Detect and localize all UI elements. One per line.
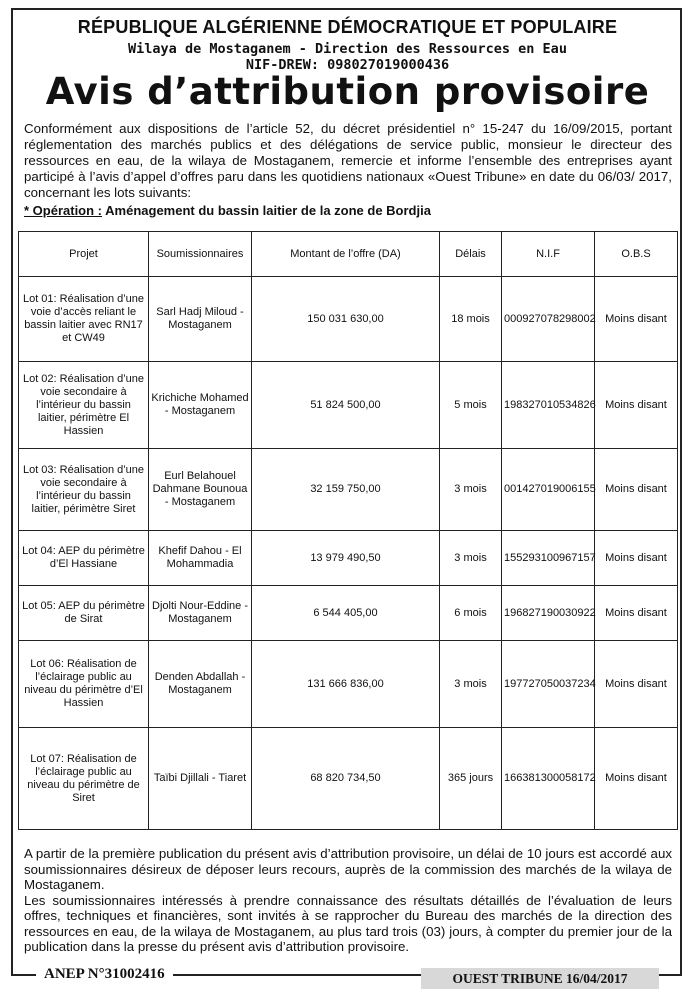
- operation-label: * Opération :: [24, 203, 103, 218]
- table-row: [19, 362, 678, 449]
- lot-amount: 6 544 405,00: [252, 586, 440, 641]
- lot-obs: Moins disant: [595, 728, 678, 830]
- lot-amount: 51 824 500,00: [252, 362, 440, 449]
- lot-bidder: Taïbi Djillali - Tiaret: [149, 728, 252, 830]
- lot-project: Lot 05: AEP du périmètre de Sirat: [19, 586, 149, 641]
- notice-title: Avis d’attribution provisoire: [45, 70, 650, 113]
- lot-project: Lot 03: Réalisation d’une voie secondaire à l’intérieur du bassin laitier, périmètre Siret: [19, 449, 149, 531]
- lot-delay: 18 mois: [440, 277, 502, 362]
- authority-line: Wilaya de Mostaganem - Direction des Ressources en Eau: [128, 41, 567, 57]
- operation-line: [24, 203, 431, 218]
- lot-project: Lot 02: Réalisation d’une voie secondaire à l’intérieur du bassin laitier, périmètre El Hassien: [19, 362, 149, 449]
- publication-stamp: OUEST TRIBUNE 16/04/2017: [421, 968, 659, 989]
- table-row: [19, 641, 678, 728]
- operation-value: Aménagement du bassin laitier de la zone de Bordjia: [105, 203, 431, 218]
- lot-nif: 155293100967157: [502, 531, 595, 586]
- lot-nif: 196827190030922: [502, 586, 595, 641]
- lot-project: Lot 06: Réalisation de l’éclairage public au niveau du périmètre d’El Hassien: [19, 641, 149, 728]
- table-row: [19, 586, 678, 641]
- nif-line: NIF-DREW: 098027019000436: [245, 57, 450, 73]
- lot-delay: 5 mois: [440, 362, 502, 449]
- lot-nif: 000927078298002: [502, 277, 595, 362]
- lot-nif: 001427019006155: [502, 449, 595, 531]
- results-paragraph: Les soumissionnaires intéressés à prendre connaissance des résultats détaillés de l’évaluation de leurs offres, techniques et financières, sont invités à se rapprocher du Bureau des marchés de la direction des ressources en eau, de la wilaya de Mostaganem, au plus tard trois (03) jours, à compter du premier jour de la publication dans la presse du présent avis d’attribution provisoire.: [24, 892, 672, 954]
- header-soumissionnaires: Soumissionnaires: [149, 232, 252, 277]
- header-delais: Délais: [440, 232, 502, 277]
- lot-bidder: Khefif Dahou - El Mohammadia: [149, 531, 252, 586]
- lot-project: Lot 07: Réalisation de l’éclairage public au niveau du périmètre de Siret: [19, 728, 149, 830]
- intro-paragraph: Conformément aux dispositions de l’article 52, du décret présidentiel n° 15-247 du 16/09/2015, portant réglementation des marchés publics et des délégations de service public, monsieur le directeur des ressources en eau, de la wilaya de Mostaganem, remercie et informe l’ensemble des entreprises ayant participé à l’avis d’appel d’offres paru dans les quotidiens nationaux «Ouest Tribune» en date du 06/03/ 2017, concernant les lots suivants:: [24, 121, 672, 200]
- lot-amount: 68 820 734,50: [252, 728, 440, 830]
- lot-amount: 32 159 750,00: [252, 449, 440, 531]
- lot-obs: Moins disant: [595, 362, 678, 449]
- lot-obs: Moins disant: [595, 449, 678, 531]
- country-heading: RÉPUBLIQUE ALGÉRIENNE DÉMOCRATIQUE ET POPULAIRE: [77, 17, 618, 37]
- table-row: [19, 449, 678, 531]
- footer-text: [24, 846, 672, 955]
- lot-nif: 166381300058172: [502, 728, 595, 830]
- lot-amount: 13 979 490,50: [252, 531, 440, 586]
- lot-nif: 197727050037234: [502, 641, 595, 728]
- lot-bidder: Djolti Nour-Eddine - Mostaganem: [149, 586, 252, 641]
- header-obs: O.B.S: [595, 232, 678, 277]
- anep-reference: ANEP N°31002416: [36, 966, 173, 983]
- table-row: [19, 728, 678, 830]
- lot-obs: Moins disant: [595, 531, 678, 586]
- lot-amount: 150 031 630,00: [252, 277, 440, 362]
- lots-table: [18, 231, 678, 830]
- header-montant: Montant de l’offre (DA): [252, 232, 440, 277]
- lot-obs: Moins disant: [595, 277, 678, 362]
- lot-bidder: Eurl Belahouel Dahmane Bounoua - Mostaganem: [149, 449, 252, 531]
- lot-bidder: Denden Abdallah - Mostaganem: [149, 641, 252, 728]
- lot-obs: Moins disant: [595, 586, 678, 641]
- lot-bidder: Krichiche Mohamed - Mostaganem: [149, 362, 252, 449]
- lot-delay: 3 mois: [440, 531, 502, 586]
- lot-delay: 3 mois: [440, 449, 502, 531]
- lot-project: Lot 01: Réalisation d’une voie d’accès reliant le bassin laitier avec RN17 et CW49: [19, 277, 149, 362]
- lot-project: Lot 04: AEP du périmètre d’El Hassiane: [19, 531, 149, 586]
- lot-nif: 198327010534826: [502, 362, 595, 449]
- table-row: [19, 531, 678, 586]
- recourse-paragraph: A partir de la première publication du présent avis d’attribution provisoire, un délai de 10 jours est accordé aux soumissionnaires désireux de déposer leurs recours, auprès de la commission des marchés de la wilaya de Mostaganem.: [24, 846, 672, 892]
- lot-delay: 6 mois: [440, 586, 502, 641]
- lot-obs: Moins disant: [595, 641, 678, 728]
- table-row: [19, 277, 678, 362]
- lot-bidder: Sarl Hadj Miloud - Mostaganem: [149, 277, 252, 362]
- lot-delay: 3 mois: [440, 641, 502, 728]
- header-nif: N.I.F: [502, 232, 595, 277]
- header-projet: Projet: [19, 232, 149, 277]
- lot-delay: 365 jours: [440, 728, 502, 830]
- lot-amount: 131 666 836,00: [252, 641, 440, 728]
